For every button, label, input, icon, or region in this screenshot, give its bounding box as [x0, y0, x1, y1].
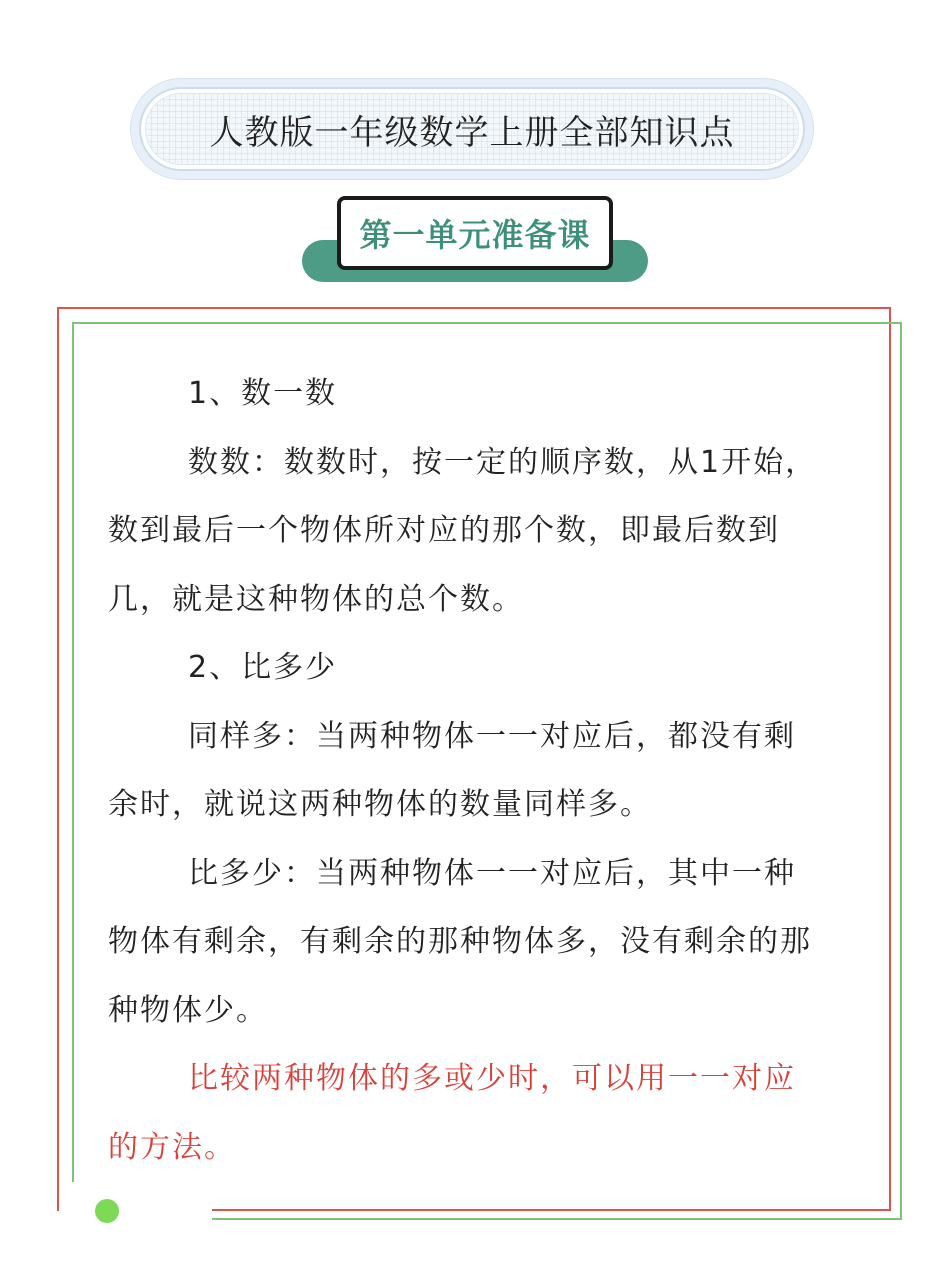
content-line-highlight: 比较两种物体的多或少时，可以用一一对应: [188, 1061, 796, 1096]
content-line: 数数：数数时，按一定的顺序数，从1开始，: [188, 444, 818, 480]
content-line: 种物体少。: [108, 992, 268, 1028]
green-dot-decoration: [95, 1199, 119, 1223]
title-banner-inner: [141, 89, 803, 169]
content-frame-green-bottom: [212, 1218, 902, 1220]
content-line: 同样多：当两种物体一一对应后，都没有剩: [188, 718, 796, 754]
content-frame-green-left: [72, 322, 74, 1182]
unit-badge-label: 第一单元准备课: [359, 216, 591, 254]
title-banner: [130, 78, 814, 180]
content-line: 比多少：当两种物体一一对应后，其中一种: [188, 855, 796, 891]
content-line: 2、比多少: [188, 650, 338, 685]
content-line: 几，就是这种物体的总个数。: [108, 581, 524, 617]
content-line-highlight: 的方法。: [108, 1129, 236, 1165]
content-line: 1、数一数: [188, 376, 338, 411]
knowledge-content: [108, 360, 868, 1182]
content-line: 物体有剩余，有剩余的那种物体多，没有剩余的那: [108, 924, 812, 959]
content-line: 数到最后一个物体所对应的那个数，即最后数到: [108, 513, 780, 548]
unit-badge: [337, 196, 613, 270]
page-title: 人教版一年级数学上册全部知识点: [209, 112, 735, 153]
content-line: 余时，就说这两种物体的数量同样多。: [108, 787, 652, 822]
